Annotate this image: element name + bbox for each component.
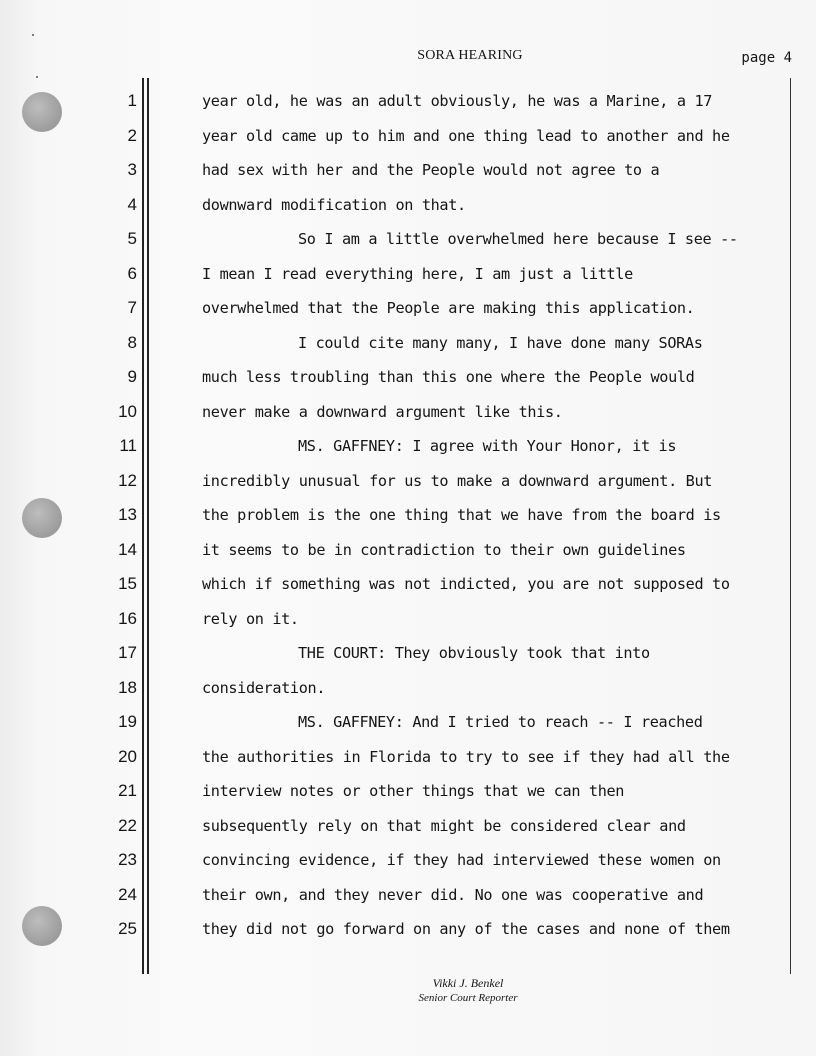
line-number: 11 (119, 436, 137, 455)
transcript-line: interview notes or other things that we can then (202, 782, 625, 800)
footer (0, 976, 816, 1006)
transcript-line: So I am a little overwhelmed here because I see -- (298, 230, 738, 248)
line-number: 19 (118, 712, 137, 731)
transcript-line: the authorities in Florida to try to see if they had all the (202, 747, 730, 766)
line-number: 4 (127, 194, 137, 214)
transcript-line: overwhelmed that the People are making this application. (202, 299, 695, 317)
transcript-line: downward modification on that. (202, 195, 466, 214)
transcript-line: consideration. (202, 678, 326, 697)
line-number: 16 (118, 608, 137, 628)
line-number: 6 (127, 263, 137, 283)
line-number: 7 (127, 298, 137, 317)
transcript-line: subsequently rely on that might be considered clear and (202, 816, 686, 835)
line-number: 24 (118, 884, 137, 904)
transcript-line: I could cite many many, I have done many SORAs (298, 333, 703, 352)
line-number: 12 (118, 470, 137, 490)
transcript-line: the problem is the one thing that we have from the board is (202, 506, 721, 524)
header-title: SORA HEARING (417, 48, 523, 63)
transcript-line: rely on it. (202, 609, 299, 628)
transcript-line: never make a downward argument like this. (202, 402, 563, 421)
binder-hole-top (22, 92, 62, 132)
binder-hole-bottom (22, 906, 62, 946)
line-number: 15 (118, 574, 137, 593)
margin-rule-left (142, 78, 144, 974)
line-number: 5 (127, 229, 137, 248)
scan-speck (32, 34, 34, 36)
line-number: 23 (118, 850, 137, 869)
transcript-line: year old, he was an adult obviously, he was a Marine, a 17 (202, 92, 713, 110)
transcript-line: MS. GAFFNEY: I agree with Your Honor, it is (298, 437, 677, 455)
margin-rule-left-inner (147, 78, 149, 974)
binder-hole-middle (22, 498, 62, 538)
line-number: 3 (127, 160, 137, 179)
line-number: 13 (118, 505, 137, 524)
line-number: 14 (118, 539, 137, 559)
transcript-line: THE COURT: They obviously took that into (298, 644, 650, 662)
line-number: 1 (127, 91, 137, 110)
transcript-line: which if something was not indicted, you are not supposed to (202, 575, 730, 593)
line-number: 21 (118, 781, 137, 800)
line-number: 17 (118, 643, 137, 662)
transcript-line: convincing evidence, if they had interviewed these women on (202, 851, 721, 869)
page-number: page 4 (741, 50, 792, 66)
transcript-line: incredibly unusual for us to make a downward argument. But (202, 471, 713, 490)
transcript-line: I mean I read everything here, I am just a little (202, 264, 633, 283)
transcript-line: had sex with her and the People would not agree to a (202, 161, 660, 179)
reporter-title: Senior Court Reporter (418, 992, 518, 1004)
transcript-line: much less troubling than this one where the People would (202, 368, 695, 386)
transcript-line: their own, and they never did. No one was cooperative and (202, 885, 704, 904)
line-number: 22 (118, 815, 137, 835)
transcript-line: they did not go forward on any of the cases and none of them (202, 920, 730, 938)
transcript-line: MS. GAFFNEY: And I tried to reach -- I reached (298, 713, 703, 731)
line-number: 20 (118, 746, 137, 766)
scan-speck (36, 76, 38, 78)
line-numbers (90, 84, 137, 947)
line-number: 18 (118, 677, 137, 697)
line-number: 2 (127, 125, 137, 145)
line-number: 8 (127, 332, 137, 352)
transcript-line: year old came up to him and one thing lead to another and he (202, 126, 730, 145)
line-number: 9 (127, 367, 137, 386)
transcript-line: it seems to be in contradiction to their own guidelines (202, 540, 686, 559)
line-number: 25 (118, 919, 137, 938)
transcript-body (202, 84, 792, 947)
line-number: 10 (118, 401, 137, 421)
reporter-name: Vikki J. Benkel (432, 976, 504, 990)
